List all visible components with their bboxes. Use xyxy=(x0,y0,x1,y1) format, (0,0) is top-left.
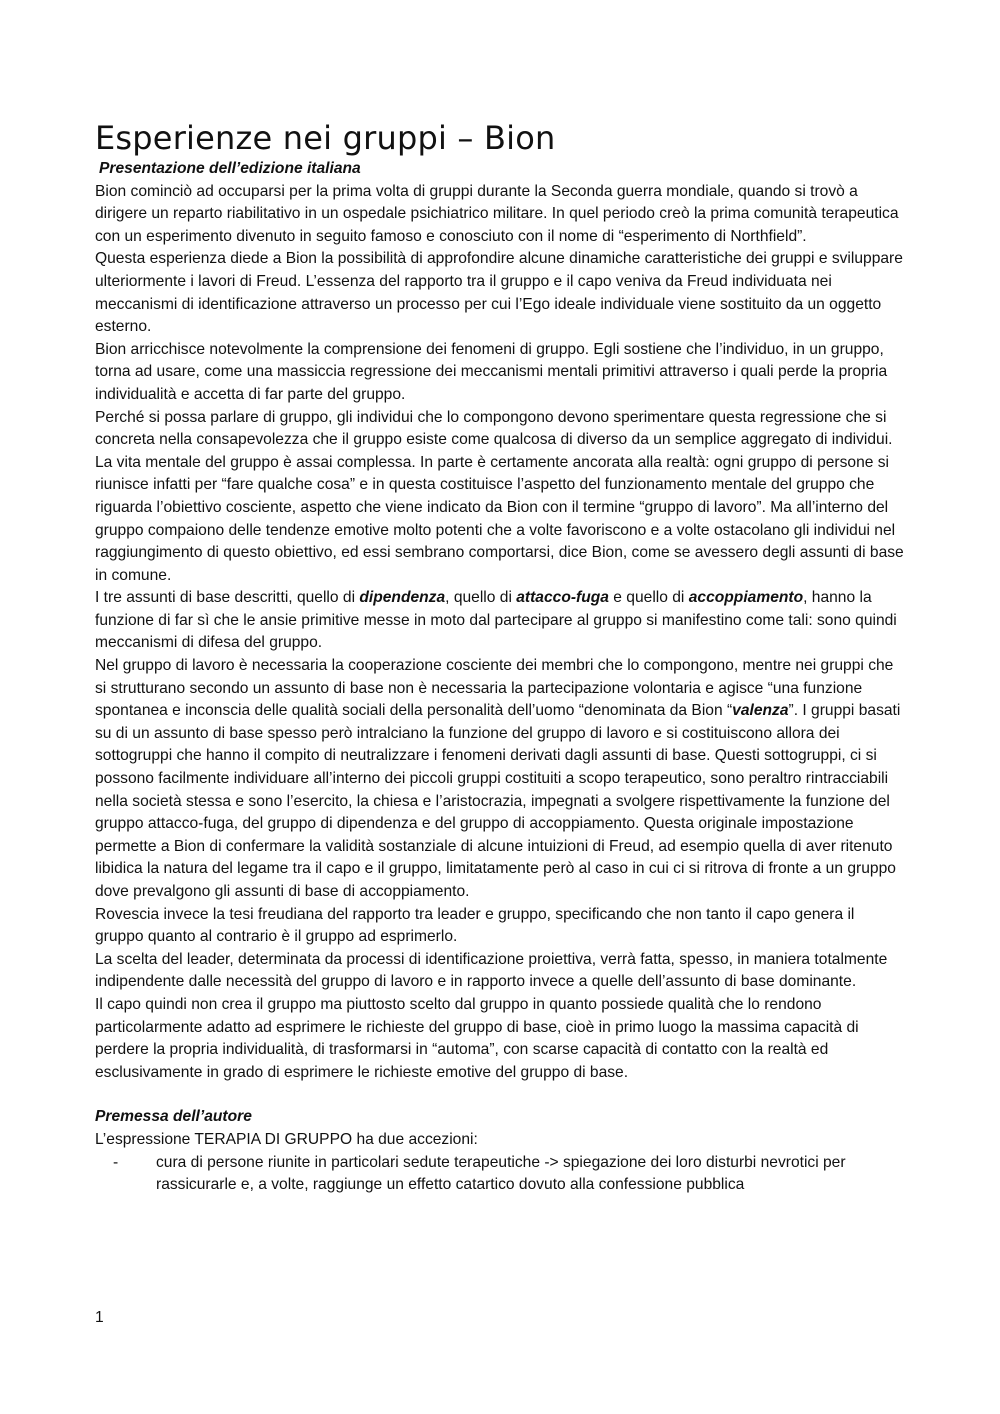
section-title: Premessa dell’autore xyxy=(95,1108,252,1126)
list-item-text: cura di persone riunite in particolari sedute terapeutiche -> spiegazione dei loro disturbi nevrotici per rassicurarle e, a volte, raggiunge un effetto catartico dovuto alla confessione pubblica xyxy=(156,1153,846,1194)
paragraph: L’espressione TERAPIA DI GRUPPO ha due accezioni: xyxy=(95,1130,478,1148)
term-dipendenza: dipendenza xyxy=(359,589,446,607)
paragraph: Rovescia invece la tesi freudiana del rapporto tra leader e gruppo, specificando che non tanto il capo genera il gruppo quanto al contrario è il gruppo ad esprimerlo. xyxy=(95,905,855,946)
text-run: , hanno la funzione di far sì che le ansie primitive messe in moto dal partecipare al gruppo si manifestino come tali: sono quindi meccanismi di difesa del gruppo. xyxy=(95,589,897,652)
section-subtitle: Presentazione dell’edizione italiana xyxy=(99,160,361,177)
list-item xyxy=(95,1152,907,1197)
paragraph-assunti xyxy=(95,587,907,655)
text-run: , quello di xyxy=(445,589,517,607)
paragraph: La vita mentale del gruppo è assai complessa. In parte è certamente ancorata alla realtà: ogni gruppo di persone si riunisce infatti per “fare qualche cosa” e in questa costituisce l’aspetto del funzionamento mentale del gruppo che riguarda l’obiettivo cosciente, aspetto che viene indicato da Bion con il termine “gruppo di lavoro”. Ma all’interno del gruppo compaiono delle tendenze emotive molto potenti che a volte favoriscono e a volte ostacolano gli individui nel raggiungimento di questo obiettivo, ed essi sembrano comportarsi, dice Bion, come se avessero degli assunti di base in comune. xyxy=(95,453,904,584)
term-valenza: valenza xyxy=(732,702,789,720)
document-body xyxy=(95,118,907,1197)
paragraph: Il capo quindi non crea il gruppo ma piuttosto scelto dal gruppo in quanto possiede qualità che lo rendono particolarmente adatto ad esprimere le richieste del gruppo di base, cioè in primo luogo la massima capacità di perdere la propria individualità, di trasformarsi in “automa”, con scarse capacità di contatto con la realtà ed esclusivamente in grado di esprimere le richieste emotive del gruppo di base. xyxy=(95,995,859,1081)
text-run: ”. I gruppi basati su di un assunto di base spesso però intralciano la funzione del gruppo di lavoro e si costituiscono allora dei sottogruppi che hanno il compito di neutralizzare i fenomeni derivati dagli assunti di base. Questi sottogruppi, ci si possono facilmente individuare all’interno dei piccoli gruppi costituiti a scopo terapeutico, sono peraltro rintracciabili nella società stessa e sono l’esercito, la chiesa e l’aristocrazia, impegnati a svolgere rispettivamente la funzione del gruppo attacco-fuga, del gruppo di dipendenza e del gruppo di accoppiamento. Questa originale impostazione permette a Bion di confermare la validità sostanziale di alcune intuizioni di Freud, ad esempio quella di aver ritenuto libidica la natura del legame tra il capo e il gruppo, limitatamente però al caso in cui ci si ritrova di fronte a un gruppo dove prevalgono gli assunti di base di accoppiamento. xyxy=(95,702,901,900)
document-title: Esperienze nei gruppi – Bion xyxy=(95,119,556,157)
text-run: e quello di xyxy=(608,589,689,607)
bullet-dash: - xyxy=(113,1153,119,1171)
text-run: I tre assunti di base descritti, quello di xyxy=(95,589,360,607)
paragraph: La scelta del leader, determinata da processi di identificazione proiettiva, verrà fatta, spesso, in maniera totalmente indipendente dalle necessità del gruppo di lavoro e in rapporto invece a quelle dell’assunto di base dominante. xyxy=(95,950,888,991)
term-accoppiamento: accoppiamento xyxy=(688,589,804,607)
term-attacco-fuga: attacco-fuga xyxy=(516,589,609,607)
paragraph: Questa esperienza diede a Bion la possibilità di approfondire alcune dinamiche caratteristiche dei gruppi e sviluppare ulteriormente i lavori di Freud. L’essenza del rapporto tra il gruppo e il capo veniva da Freud individuata nei meccanismi di identificazione attraverso un processo per cui l’Ego ideale individuale viene sostituito da un oggetto esterno. xyxy=(95,250,903,336)
paragraph: Bion arricchisce notevolmente la comprensione dei fenomeni di gruppo. Egli sostiene che l’individuo, in un gruppo, torna ad usare, come una massiccia regressione dei meccanismi mentali primitivi attraverso i quali perde la propria individualità e accetta di far parte del gruppo. xyxy=(95,340,888,403)
page-number: 1 xyxy=(95,1309,104,1326)
text-run: Nel gruppo di lavoro è necessaria la cooperazione cosciente dei membri che lo compongono, mentre nei gruppi che si strutturano secondo un assunto di base non è necessaria la partecipazione volontaria e agisce “una funzione spontanea e inconscia delle qualità sociali della personalità dell’uomo “denominata da Bion “ xyxy=(95,657,894,720)
paragraph: Bion cominciò ad occuparsi per la prima volta di gruppi durante la Seconda guerra mondiale, quando si trovò a dirigere un reparto riabilitativo in un ospedale psichiatrico militare. In quel periodo creò la prima comunità terapeutica con un esperimento divenuto in seguito famoso e conosciuto con il nome di “esperimento di Northfield”. xyxy=(95,182,899,245)
paragraph-valenza xyxy=(95,655,907,904)
bullet-list xyxy=(95,1152,907,1197)
paragraph: Perché si possa parlare di gruppo, gli individui che lo compongono devono sperimentare questa regressione che si concreta nella consapevolezza che il gruppo esiste come qualcosa di diverso da un semplice aggregato di individui. xyxy=(95,408,893,449)
